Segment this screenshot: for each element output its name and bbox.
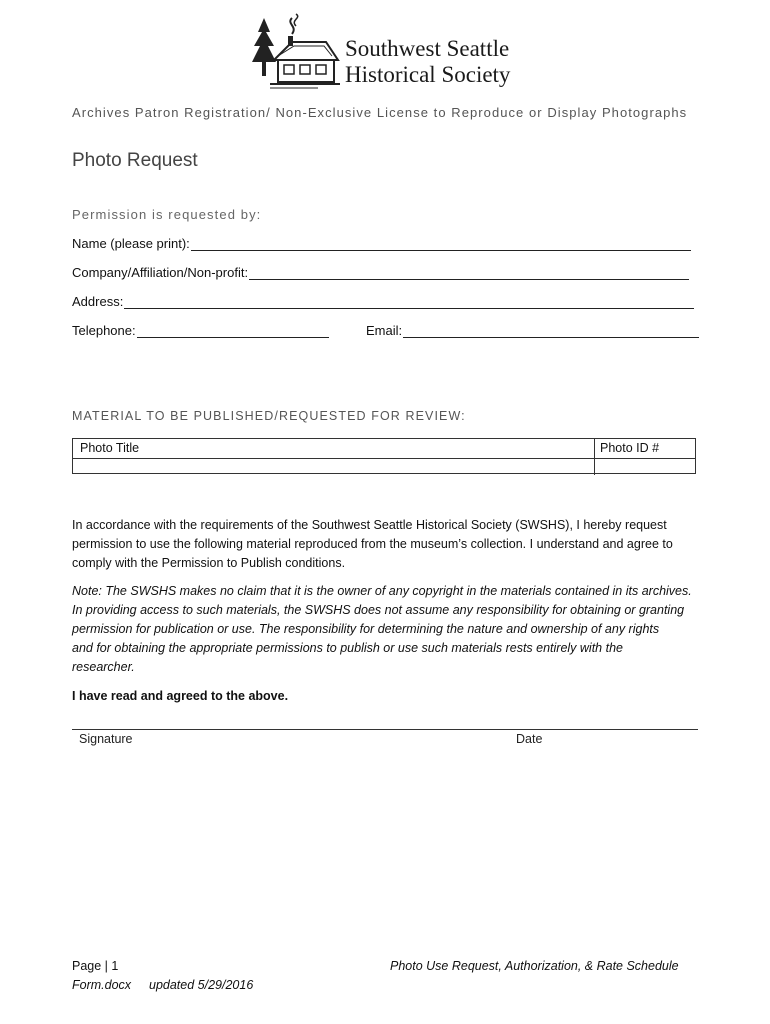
permission-heading: Permission is requested by: xyxy=(72,207,262,222)
agreement-line-3: comply with the Permission to Publish conditions. xyxy=(72,556,346,570)
telephone-line[interactable] xyxy=(137,324,329,338)
email-label: Email: xyxy=(366,323,403,338)
document-title: Photo Use Request, Authorization, & Rate Schedule xyxy=(390,959,679,973)
note-line-1: Note: The SWSHS makes no claim that it is the owner of any copyright in the materials contained in its archives. xyxy=(72,584,692,598)
address-label: Address: xyxy=(72,294,124,309)
name-field[interactable] xyxy=(72,236,691,251)
logo-line-2: Historical Society xyxy=(345,62,511,87)
file-name: Form.docx xyxy=(72,978,132,992)
telephone-label: Telephone: xyxy=(72,323,136,338)
agree-statement: I have read and agreed to the above. xyxy=(72,689,289,703)
date-label: Date xyxy=(516,732,543,746)
company-field[interactable] xyxy=(72,265,689,280)
photo-table xyxy=(72,438,696,474)
company-label: Company/Affiliation/Non-profit: xyxy=(72,265,249,280)
society-logo xyxy=(248,12,538,92)
company-line[interactable] xyxy=(249,266,689,280)
note-line-4: and for obtaining the appropriate permissions to publish or use such materials rests entirely with the xyxy=(72,641,623,655)
photo-title-cell[interactable] xyxy=(73,459,593,474)
note-line-5: researcher. xyxy=(72,660,135,674)
page-title: Photo Request xyxy=(72,150,198,171)
telephone-field[interactable] xyxy=(72,323,329,338)
material-heading: MATERIAL TO BE PUBLISHED/REQUESTED FOR REVIEW: xyxy=(72,409,466,423)
signature-label: Signature xyxy=(79,732,133,746)
logo-line-1: Southwest Seattle xyxy=(345,36,510,61)
note-line-2: In providing access to such materials, the SWSHS does not assume any responsibility for obtaining or granting xyxy=(72,603,685,617)
signature-line[interactable] xyxy=(72,729,698,730)
name-label: Name (please print): xyxy=(72,236,190,251)
agreement-line-2: permission to use the following material reproduced from the museum’s collection. I understand and agree to xyxy=(72,537,673,551)
photo-title-header: Photo Title xyxy=(80,441,140,455)
house-tree-logo-icon xyxy=(248,12,343,92)
name-line[interactable] xyxy=(191,237,691,251)
agreement-line-1: In accordance with the requirements of the Southwest Seattle Historical Society (SWSHS), I hereby request xyxy=(72,518,667,532)
form-subtitle: Archives Patron Registration/ Non-Exclusive License to Reproduce or Display Photographs xyxy=(72,105,688,120)
photo-id-cell[interactable] xyxy=(595,459,695,474)
agreement-paragraph xyxy=(72,516,702,573)
note-paragraph xyxy=(72,582,702,677)
page-number: Page | 1 xyxy=(72,959,119,973)
address-field[interactable] xyxy=(72,294,694,309)
photo-id-header: Photo ID # xyxy=(600,441,660,455)
note-line-3: permission for publication or use. The responsibility for determining the nature and ownership of any rights xyxy=(72,622,660,636)
email-field[interactable] xyxy=(366,323,699,338)
email-line[interactable] xyxy=(403,324,699,338)
updated-date: updated 5/29/2016 xyxy=(149,978,254,992)
address-line[interactable] xyxy=(124,295,694,309)
